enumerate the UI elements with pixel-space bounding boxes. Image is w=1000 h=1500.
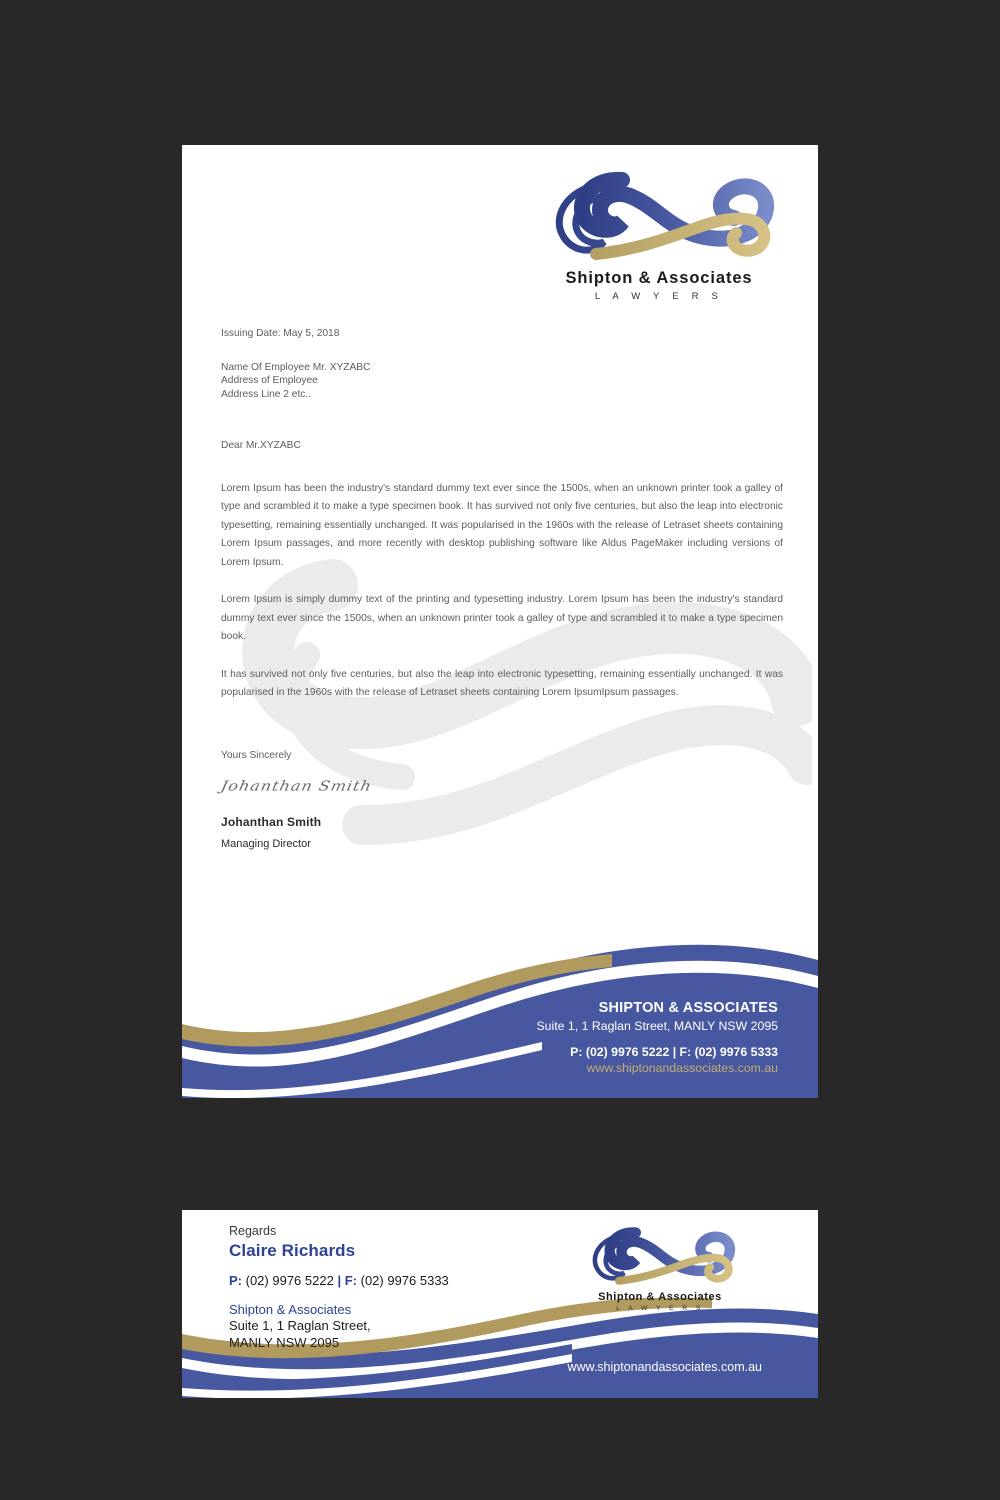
body-paragraph-2: Lorem Ipsum is simply dummy text of the printing and typesetting industry. Lorem Ipsum has been the industry's standard dummy text ever since the 1500s, when an unknown printer took a galley of type and scrambled it to make a type specimen book. [221, 594, 783, 642]
card-phone-fax [229, 1273, 449, 1288]
issuing-date: Issuing Date: May 5, 2018 [221, 328, 340, 339]
card-regards: Regards [229, 1224, 277, 1238]
card-firm-name: Shipton & Associates [229, 1302, 352, 1317]
card-logo [580, 1226, 740, 1312]
card-fax-number: (02) 9976 5333 [360, 1273, 449, 1288]
card-contact-details [229, 1224, 449, 1351]
recipient-line-1: Name Of Employee Mr. XYZABC [221, 361, 371, 373]
card-fax-label: F: [344, 1273, 357, 1288]
card-website[interactable]: www.shiptonandassociates.com.au [567, 1360, 762, 1374]
wave-swirl-icon [544, 170, 774, 265]
card-phone-label: P: [229, 1273, 242, 1288]
card-address-line-2: MANLY NSW 2095 [229, 1335, 340, 1350]
recipient-line-2: Address of Employee [221, 375, 318, 386]
footer-website[interactable]: www.shiptonandassociates.com.au [586, 1060, 778, 1075]
closing-text: Yours Sincerely [221, 749, 292, 761]
footer-company-name: SHIPTON & ASSOCIATES [598, 1000, 778, 1017]
sign-off-block [221, 747, 783, 854]
letterhead-logo [544, 170, 774, 302]
recipient-address [221, 361, 783, 402]
card-logo-company-name: Shipton & Associates [598, 1291, 722, 1303]
footer-contact-block [536, 999, 778, 1076]
card-contact-name: Claire Richards [229, 1241, 356, 1260]
wave-swirl-icon [580, 1226, 740, 1288]
signer-title: Managing Director [221, 838, 311, 850]
card-phone-number: (02) 9976 5222 [245, 1273, 334, 1288]
card-address-line-1: Suite 1, 1 Raglan Street, [229, 1318, 371, 1333]
logo-company-name: Shipton & Associates [565, 269, 753, 287]
logo-tagline: L A W Y E R S [594, 291, 724, 302]
letterhead-footer [182, 938, 818, 1098]
signer-name: Johanthan Smith [221, 814, 322, 829]
handwritten-signature: Johanthan Smith [219, 777, 374, 794]
footer-address: Suite 1, 1 Raglan Street, MANLY NSW 2095 [536, 1019, 778, 1034]
letter-body [221, 325, 783, 854]
footer-phone-fax: P: (02) 9976 5222 | F: (02) 9976 5333 [570, 1044, 778, 1059]
body-paragraph-1: Lorem Ipsum has been the industry's standard dummy text ever since the 1500s, when an unknown printer took a galley of type and scrambled it to make a type specimen book. It has survived not only five centuries, but also the leap into electronic typesetting, remaining essentially unchanged. It was popularised in the 1960s with the release of Letraset sheets containing Lorem Ipsum passages, and more recently with desktop publishing software like Aldus PageMaker including versions of Lorem Ipsum. [221, 482, 783, 568]
body-paragraph-3: It has survived not only five centuries, but also the leap into electronic typesetting, remaining essentially unchanged. It was popularised in the 1960s with the release of Letraset sheets containing Lorem IpsumIpsum passages. [221, 668, 783, 698]
recipient-line-3: Address Line 2 etc.. [221, 388, 312, 400]
salutation: Dear Mr.XYZABC [221, 440, 301, 451]
card-logo-tagline: L A W Y E R S [616, 1305, 704, 1312]
business-card [182, 1210, 818, 1398]
card-separator: | [337, 1273, 342, 1288]
letterhead-page [182, 145, 818, 1098]
